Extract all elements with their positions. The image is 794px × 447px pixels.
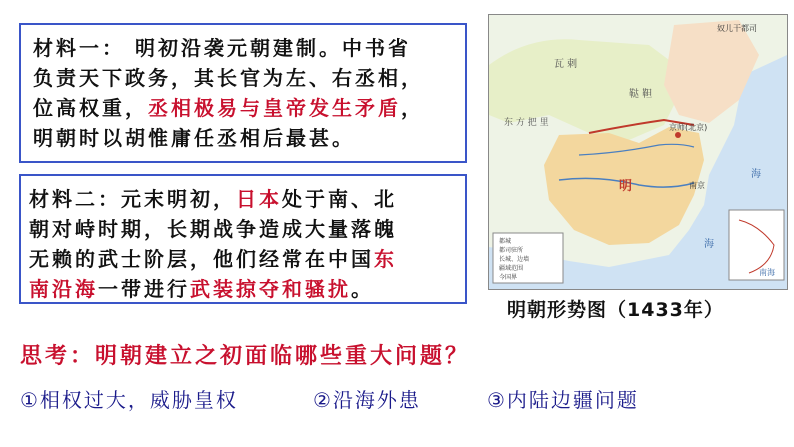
- text-run: 明朝时以胡惟庸任丞相后最甚。: [33, 126, 355, 150]
- text-run: ，: [401, 96, 424, 120]
- highlighted-text: 丞相极易与皇帝发生矛盾: [148, 96, 401, 120]
- text-run: 材料一： 明初沿袭元朝建制。中书省: [33, 36, 411, 60]
- map-legend: [499, 237, 529, 282]
- answer-1: ①相权过大，威胁皇权: [20, 388, 238, 412]
- ming-dynasty-map: [488, 14, 788, 290]
- highlighted-text: 南沿海: [29, 277, 98, 301]
- legend-item: 疆域范围: [499, 265, 524, 272]
- material2-line: [29, 244, 455, 274]
- label-beijing: 京师(北京): [669, 123, 708, 132]
- material1-line: [33, 63, 455, 93]
- text-run: 一带进行: [98, 277, 190, 301]
- legend-item: 都司驻所: [499, 247, 524, 254]
- highlighted-text: 东: [374, 247, 397, 271]
- material2-line: [29, 214, 455, 244]
- map-caption: 明朝形势图（1433年）: [507, 299, 724, 321]
- highlighted-text: 日本: [236, 187, 282, 211]
- material-two-box: [19, 174, 467, 304]
- label-nanjing: 南京: [689, 181, 705, 190]
- text-run: 。: [351, 277, 374, 301]
- text-run: 材料二：元末明初，: [29, 187, 236, 211]
- label-dongchagali: 东 方 把 里: [504, 118, 549, 128]
- material1-line: [33, 33, 455, 63]
- material2-line: [29, 274, 455, 304]
- text-run: 无赖的武士阶层，他们经常在中国: [29, 247, 374, 271]
- material-one-box: [19, 23, 467, 163]
- text-run: 负责天下政务，其长官为左、右丞相，: [33, 66, 424, 90]
- answer-2: ②沿海外患: [313, 388, 421, 412]
- legend-item: 今国界: [499, 274, 518, 281]
- label-tatar: 鞑 靼: [629, 89, 653, 100]
- legend-item: 都城: [499, 238, 512, 245]
- material-one-text: [33, 33, 455, 153]
- label-nanhai: 南海: [759, 268, 775, 277]
- question-text: 思考：明朝建立之初面临哪些重大问题？: [20, 344, 471, 369]
- highlighted-text: 武装掠夺和骚扰: [190, 277, 351, 301]
- material-two-text: [29, 184, 455, 304]
- map-graphic: [489, 15, 787, 289]
- text-run: 朝对峙时期，长期战争造成大量落魄: [29, 217, 397, 241]
- text-run: 位高权重，: [33, 96, 148, 120]
- text-run: 处于南、北: [282, 187, 397, 211]
- material2-line: [29, 184, 455, 214]
- label-ming: 明: [619, 179, 633, 194]
- legend-item: 长城、边墙: [499, 256, 530, 263]
- material1-line: [33, 93, 455, 123]
- answer-3: ③内陆边疆问题: [487, 388, 639, 412]
- label-wala: 瓦 剌: [554, 59, 578, 70]
- material1-line: [33, 123, 455, 153]
- label-sea-2: 海: [704, 239, 714, 250]
- label-nurgan: 奴儿干都司: [717, 24, 757, 33]
- label-sea-1: 海: [751, 169, 761, 180]
